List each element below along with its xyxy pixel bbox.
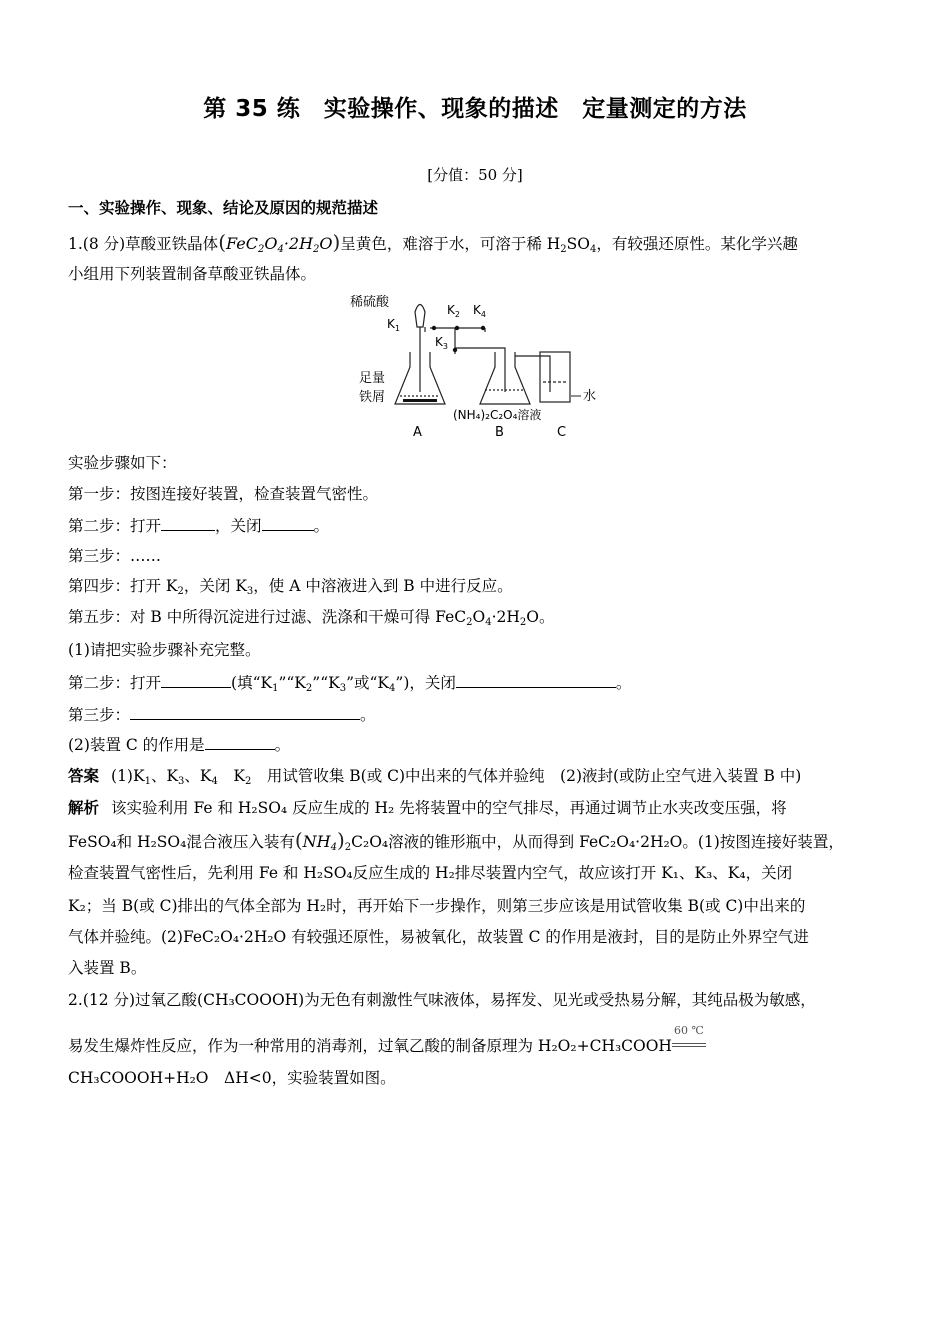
valve-k1: [432, 326, 436, 330]
sub-question-1: (1)请把实验步骤补充完整。: [68, 641, 261, 659]
analysis-tag: 解析: [68, 799, 100, 817]
label-k3: $K_3$: [435, 335, 448, 351]
valve-k3: [453, 348, 457, 352]
funnel: [415, 305, 425, 328]
score-value: [分值：50 分]: [427, 166, 523, 184]
blank-c-role[interactable]: [205, 733, 275, 750]
apparatus-diagram: [345, 292, 605, 440]
answer-tag: 答案: [68, 767, 100, 785]
label-iron-1: 足量: [359, 371, 386, 386]
step-2: 第二步：打开 ，关闭 。: [68, 514, 883, 537]
section-heading: 一、实验操作、现象、结论及原因的规范描述: [68, 199, 379, 217]
label-b: B: [495, 425, 504, 440]
analysis-line6: 入装置 B。: [68, 959, 147, 977]
analysis-line2: FeSO₄和 H₂SO₄混合液压入装有$(NH_4)_2C_2O_4$溶液的锥形瓶中，从而得到 FeC₂O₄·2H₂O。(1)按图连接好装置，: [68, 828, 844, 853]
beaker-c: [540, 352, 570, 402]
step-4: 第四步：打开 $K_2$，关闭 $K_3$，使 A 中溶液进入到 B 中进行反应。: [68, 577, 513, 597]
step-5: 第五步：对 B 中所得沉淀进行过滤、洗涤和干燥可得 $FeC_2O_4\cdot 2H_2O$。: [68, 608, 555, 628]
q1-line1: 1.(8 分)草酸亚铁晶体$(FeC_2O_4\cdot 2H_2O)$呈黄色，难溶于水，可溶于稀 $H_2SO_4$，有较强还原性。某化学兴趣: [68, 230, 798, 255]
analysis-line4: K₂；当 B(或 C)排出的气体全部为 H₂时，再开始下一步操作，则第三步应该是用试管收集 B(或 C)中出来的: [68, 897, 806, 915]
apparatus-figure: [345, 292, 605, 440]
analysis-line5: 气体并验纯。(2)FeC₂O₄·2H₂O 有较强还原性，易被氧化，故装置 C 的作用是液封，目的是防止外界空气进: [68, 928, 809, 946]
label-solution: (NH₄)₂C₂O₄溶液: [453, 408, 542, 422]
blank-close[interactable]: [262, 514, 314, 531]
blank-open[interactable]: [161, 514, 215, 531]
blank-step3[interactable]: [130, 703, 360, 720]
blank-close-fill[interactable]: [456, 671, 616, 688]
formula-fec2o4: $(FeC_2O_4\cdot 2H_2O)$: [218, 230, 341, 255]
label-k4: $K_4$: [473, 303, 486, 319]
sub1-step3: 第三步： 。: [68, 703, 883, 726]
page-title: 第 35 练 实验操作、现象的描述 定量测定的方法: [203, 96, 747, 122]
q2-line3: CH₃COOOH+H₂O ΔH<0，实验装置如图。: [68, 1069, 396, 1087]
label-k2: $K_2$: [447, 303, 460, 319]
valve-k2: [455, 326, 459, 330]
sub-question-2: (2)装置 C 的作用是 。: [68, 733, 883, 756]
q1-line2: 小组用下列装置制备草酸亚铁晶体。: [68, 265, 317, 283]
label-acid: 稀硫酸: [350, 295, 390, 310]
label-k1: $K_1$: [387, 317, 400, 333]
label-iron-2: 铁屑: [359, 390, 386, 405]
reaction-condition: 60 ℃: [672, 1042, 708, 1052]
q2-line2: 易发生爆炸性反应，作为一种常用的消毒剂，过氧乙酸的制备原理为 H₂O₂+CH₃COOH 60 ℃: [68, 1035, 883, 1057]
analysis-line1: 解析 该实验利用 Fe 和 H₂SO₄ 反应生成的 H₂ 先将装置中的空气排尽，再通过调节止水夹改变压强，将: [68, 799, 787, 817]
iron-scraps: [403, 399, 437, 402]
label-c: C: [557, 425, 567, 440]
label-water: 水: [583, 389, 597, 404]
answer-line: 答案 $(1)K_1$、$K_3$、$K_4$ $K_2$ 用试管收集 B(或 C)中出来的气体并验纯 (2)液封(或防止空气进入装置 B 中): [68, 767, 802, 787]
steps-intro: 实验步骤如下：: [68, 454, 177, 472]
valve-k4: [481, 326, 485, 330]
q2-line1: 2.(12 分)过氧乙酸(CH₃COOOH)为无色有刺激性气味液体，易挥发、见光或受热易分解，其纯品极为敏感，: [68, 991, 816, 1009]
step-1: 第一步：按图连接好装置，检查装置气密性。: [68, 485, 379, 503]
step-3: 第三步：……: [68, 547, 162, 565]
blank-open-fill[interactable]: [161, 671, 231, 688]
analysis-line3: 检查装置气密性后，先利用 Fe 和 H₂SO₄反应生成的 H₂排尽装置内空气，故应该打开 K₁、K₃、K₄，关闭: [68, 864, 793, 882]
label-a: A: [413, 425, 422, 440]
sub1-step2: 第二步：打开 (填“$K_1”“K_2”“K_3$”或“$K_4$”)，关闭 。: [68, 671, 883, 694]
